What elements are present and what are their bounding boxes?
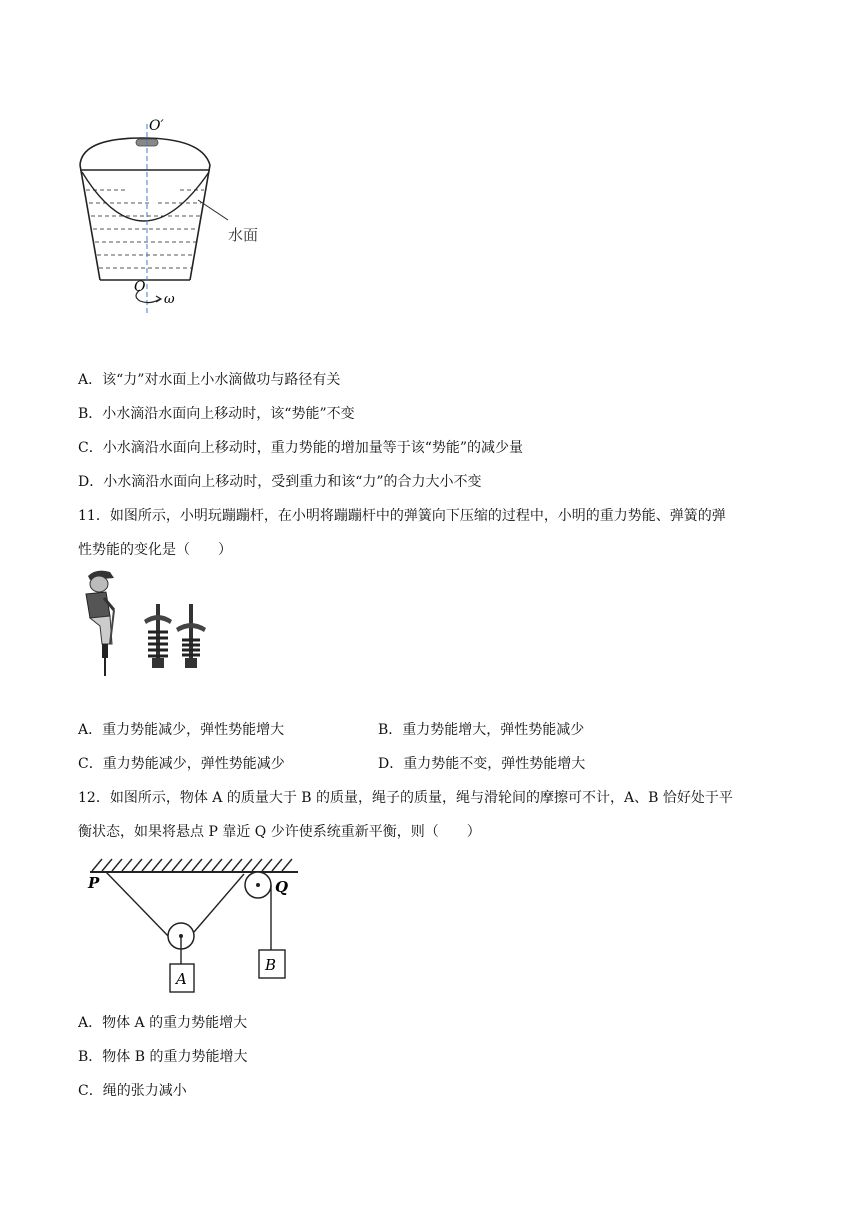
q10-option-d: D．小水滴沿水面向上移动时，受到重力和该“力”的合力大小不变: [78, 474, 482, 490]
q12-stem-line2: 衡状态，如果将悬点 P 靠近 Q 少许使系统重新平衡，则（ ）: [78, 824, 481, 840]
q11-stem-line2: 性势能的变化是（ ）: [78, 542, 232, 558]
label-p: P: [88, 874, 100, 892]
rope-left: [106, 872, 170, 938]
pulley-system-figure: [78, 852, 304, 998]
label-o: O: [134, 279, 146, 295]
q11-option-b: B．重力势能增大，弹性势能减少: [378, 722, 585, 738]
q12-option-c: C．绳的张力减小: [78, 1083, 187, 1099]
q11-option-c: C．重力势能减少，弹性势能减少: [78, 756, 285, 772]
label-a: A: [176, 970, 187, 988]
boy-on-pogo-stick: [86, 571, 114, 676]
rope-middle: [194, 874, 244, 932]
label-q: Q: [275, 878, 289, 896]
q12-option-b: B．物体 B 的重力势能增大: [78, 1049, 248, 1065]
q10-option-b: B．小水滴沿水面向上移动时，该“势能”不变: [78, 406, 355, 422]
q11-option-a: A．重力势能减少，弹性势能增大: [78, 722, 285, 738]
water-surface-curve: [82, 172, 209, 221]
q10-option-c: C．小水滴沿水面向上移动时，重力势能的增加量等于该“势能”的减少量: [78, 440, 524, 456]
q12-stem-line1: 12．如图所示，物体 A 的质量大于 B 的质量，绳子的质量，绳与滑轮间的摩擦可不计，A、B 恰好处于平: [78, 790, 733, 806]
pogo-stick-figure: [76, 566, 226, 678]
rotating-bucket-figure: [70, 110, 280, 320]
q10-option-a: A．该“力”对水面上小水滴做功与路径有关: [78, 372, 341, 388]
q11-stem-line1: 11．如图所示，小明玩蹦蹦杆，在小明将蹦蹦杆中的弹簧向下压缩的过程中，小明的重力势能、弹簧的弹: [78, 508, 726, 524]
bucket-outline: [80, 138, 210, 280]
ceiling-hatching: [92, 859, 292, 871]
label-b: B: [265, 956, 277, 974]
label-water-surface: 水面: [228, 226, 259, 244]
label-omega: ω: [164, 292, 175, 307]
pogo-stick-extended: [144, 604, 172, 668]
pogo-stick-compressed: [176, 604, 206, 668]
q12-option-a: A．物体 A 的重力势能增大: [78, 1015, 248, 1031]
label-o-prime: O′: [149, 118, 164, 134]
q11-option-d: D．重力势能不变，弹性势能增大: [378, 756, 586, 772]
